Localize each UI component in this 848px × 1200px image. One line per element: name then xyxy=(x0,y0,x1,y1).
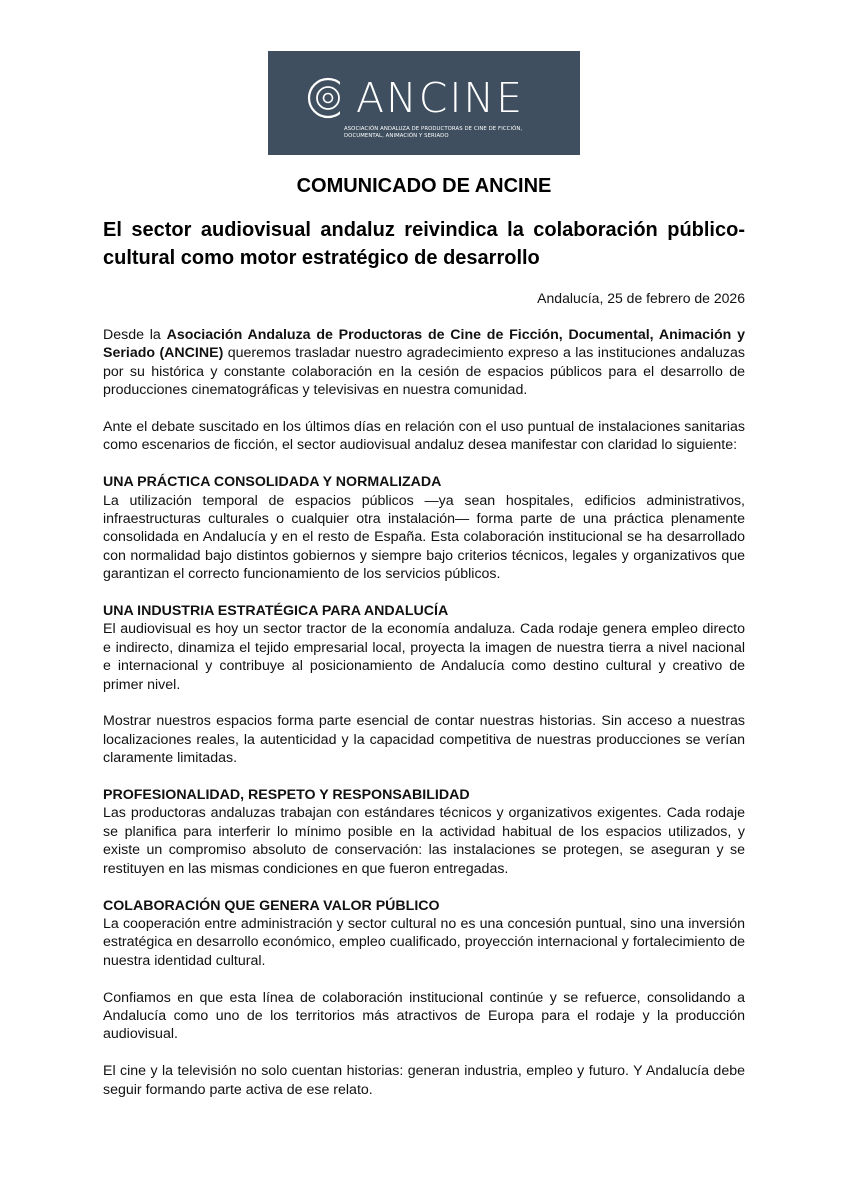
press-release-headline: El sector audiovisual andaluz reivindica la colaboración público-cultural como motor estratégico de desarrollo xyxy=(103,219,745,269)
ancine-logo-symbol-icon xyxy=(304,71,358,125)
ancine-logo-subtitle xyxy=(344,126,544,139)
ancine-logo-wordmark: ANCINE xyxy=(356,74,525,122)
closing-paragraph-1: Confiamos en que esta línea de colaboración institucional continúe y se refuerce, consolidando a Andalucía como uno de los territorios más atractivos de Europa para el rodaje y la producción audiovisual. xyxy=(103,989,745,1043)
intro-paragraph xyxy=(103,326,745,400)
section-title-profesionalidad: PROFESIONALIDAD, RESPETO Y RESPONSABILIDAD xyxy=(103,787,470,804)
section-text-industria: El audiovisual es hoy un sector tractor de la economía andaluza. Cada rodaje genera empleo directo e indirecto, dinamiza el tejido empresarial local, proyecta la imagen de nuestra tierra a nivel nacional e internacional y contribuye al posicionamiento de Andalucía como destino cultural y creativo de primer nivel. xyxy=(103,621,745,693)
section-text-industria-2: Mostrar nuestros espacios forma parte esencial de contar nuestras historias. Sin acceso a nuestras localizaciones reales, la autenticidad y la capacidad competitiva de nuestras producciones se verían claramente limitadas. xyxy=(103,713,745,767)
section-title-colaboracion: COLABORACIÓN QUE GENERA VALOR PÚBLICO xyxy=(103,897,440,914)
section-title-practica: UNA PRÁCTICA CONSOLIDADA Y NORMALIZADA xyxy=(103,474,442,491)
press-release-body xyxy=(103,326,745,1117)
debate-paragraph: Ante el debate suscitado en los últimos días en relación con el uso puntual de instalaciones sanitarias como escenarios de ficción, el sector audiovisual andaluz desea manifestar con claridad lo siguiente: xyxy=(103,419,745,454)
closing-paragraph-2: El cine y la televisión no solo cuentan historias: generan industria, empleo y futuro. Y Andalucía debe seguir formando parte activa de ese relato. xyxy=(103,1063,745,1098)
section-text-colaboracion: La cooperación entre administración y sector cultural no es una concesión puntual, sino una inversión estratégica en desarrollo económico, empleo cualificado, proyección internacional y fortalecimiento de nuestra identidad cultural. xyxy=(103,915,745,969)
intro-prefix: Desde la xyxy=(103,327,167,343)
dateline: Andalucía, 25 de febrero de 2026 xyxy=(537,290,745,306)
document-heading: COMUNICADO DE ANCINE xyxy=(296,175,552,197)
ancine-logo xyxy=(268,51,580,155)
section-text-profesionalidad: Las productoras andaluzas trabajan con estándares técnicos y organizativos exigentes. Cada rodaje se planifica para interferir lo mínimo posible en la actividad habitual de los espacios utilizados, y existe un compromiso absoluto de conservación: las instalaciones se protegen, se aseguran y se restituyen en las mismas condiciones en que fueron entregadas. xyxy=(103,805,745,877)
ancine-logo-subtitle-line1: ASOCIACIÓN ANDALUZA DE PRODUCTORAS DE CINE DE FICCIÓN, xyxy=(344,126,523,132)
section-text-practica: La utilización temporal de espacios públicos —ya sean hospitales, edificios administrativos, infraestructuras culturales o cualquier otra instalación— forma parte de una práctica plenamente consolidada en Andalucía y en el resto de España. Esta colaboración institucional se ha desarrollado con normalidad bajo distintos gobiernos y siempre bajo criterios técnicos, legales y organizativos que garantizan el correcto funcionamiento de los servicios públicos. xyxy=(103,492,745,583)
intro-suffix: queremos trasladar nuestro agradecimiento expreso a las instituciones andaluzas por su histórica y constante colaboración en la cesión de espacios públicos para el desarrollo de producciones cinematográficas y televisivas en nuestra comunidad. xyxy=(103,345,745,399)
ancine-logo-subtitle-line2: DOCUMENTAL, ANIMACIÓN Y SERIADO xyxy=(344,132,449,139)
intro-organization-name: Asociación Andaluza de Productoras de Cine de Ficción, Documental, Animación y Seriado (ANCINE) xyxy=(103,327,745,362)
section-title-industria: UNA INDUSTRIA ESTRATÉGICA PARA ANDALUCÍA xyxy=(103,603,449,620)
